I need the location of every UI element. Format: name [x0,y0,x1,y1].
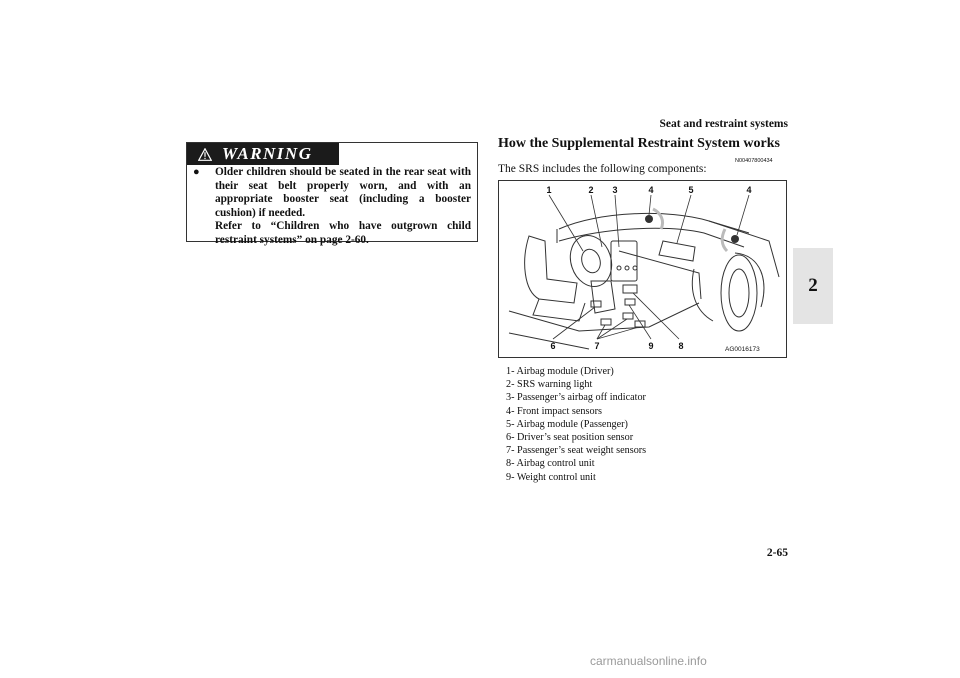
callout-4-right: 4 [746,185,752,195]
callout-6: 6 [550,341,556,351]
callout-8: 8 [678,341,684,351]
callout-7: 7 [594,341,600,351]
figure-code: AG0016173 [725,346,760,353]
callout-1: 1 [546,185,552,195]
page-number: 2-65 [766,547,788,559]
legend-item: 2- SRS warning light [506,379,593,391]
legend-item: 1- Airbag module (Driver) [506,366,614,377]
legend-item: 4- Front impact sensors [506,405,602,417]
callout-3: 3 [612,185,618,195]
legend-item: 6- Driver’s seat position sensor [506,432,634,444]
legend-item: 9- Weight control unit [506,471,596,483]
warning-text: Older children should be seated in the rear seat with their seat belt properly worn, and with an appropriate booster seat (including a booster cushion) if needed. [215,166,471,219]
warning-body [193,166,471,248]
watermark: carmanualsonline.info [590,654,707,668]
chapter-tab: 2 [793,248,833,324]
srs-components-figure [498,180,787,358]
section-title: How the Supplemental Restraint System works [498,136,780,151]
legend-item: 3- Passenger’s airbag off indicator [506,392,646,404]
bullet-icon: ● [193,166,200,178]
callout-2: 2 [588,185,594,195]
legend-item: 8- Airbag control unit [506,458,595,470]
legend-item: 5- Airbag module (Passenger) [506,418,628,430]
warning-box [186,142,478,246]
section-code: N00407800434 [735,158,773,164]
callout-4-left: 4 [648,185,654,195]
legend-item: 7- Passenger’s seat weight sensors [506,445,647,457]
warning-title: WARNING [222,144,313,163]
warning-triangle-icon [198,148,212,161]
warning-reference: Refer to “Children who have outgrown child restraint systems” on page 2-60. [215,220,471,246]
car-interior-illustration [499,181,786,357]
component-legend [506,365,646,484]
section-intro: The SRS includes the following components: [498,163,707,175]
running-header: Seat and restraint systems [659,118,788,130]
callout-9: 9 [648,341,654,351]
warning-header [187,143,339,165]
callout-5: 5 [688,185,694,195]
